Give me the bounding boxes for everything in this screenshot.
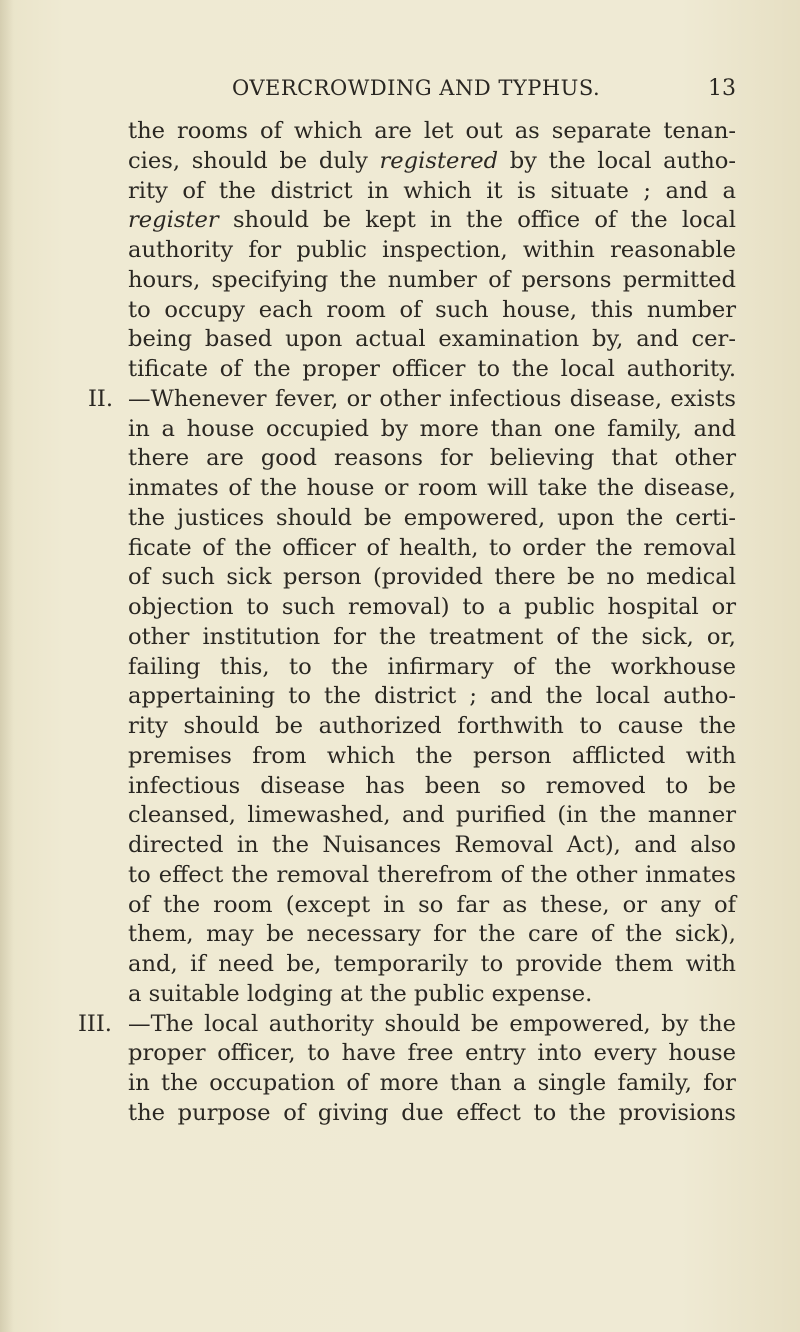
text-line: infectious disease has been so removed to be (128, 772, 736, 799)
text-fragment: cies, should be duly (128, 147, 380, 174)
text-line: rity should be authorized forthwith to cause the (128, 713, 736, 739)
text-line: inmates of the house or room will take the disease, (128, 475, 736, 501)
text-line: directed in the Nuisances Removal Act), and also (128, 832, 736, 858)
text-fragment: should be kept in the office of the local (232, 207, 736, 234)
text-line: the justices should be empowered, upon the certi- (128, 504, 736, 531)
text-line: the purpose of giving due effect to the provisions (128, 1099, 736, 1126)
text-line (88, 385, 736, 415)
italic-term: registered (379, 147, 499, 174)
text-line (128, 147, 736, 177)
text-line: and, if need be, temporarily to provide them with (128, 951, 736, 977)
text-line: failing this, to the infirmary of the workhouse (128, 653, 736, 680)
text-line: proper officer, to have free entry into every house (128, 1040, 736, 1067)
text-line (78, 1010, 736, 1040)
body-text (78, 117, 736, 1129)
text-line: cleansed, limewashed, and purified (in the manner (128, 802, 736, 829)
section-number: II. (88, 385, 114, 412)
text-line: a suitable lodging at the public expense. (128, 980, 593, 1007)
text-line: tificate of the proper officer to the local authority. (128, 356, 736, 382)
text-line: ficate of the officer of health, to order the removal (128, 534, 736, 561)
italic-term: register (128, 207, 219, 234)
text-line: of the room (except in so far as these, or any of (128, 891, 736, 918)
text-line: them, may be necessary for the care of the sick), (128, 921, 736, 948)
text-line: of such sick person (provided there be no medical (128, 564, 736, 591)
text-line: rity of the district in which it is situate ; and a (128, 177, 736, 204)
text-line: the rooms of which are let out as separate tenan- (128, 118, 736, 144)
text-line: being based upon actual examination by, and cer- (128, 326, 736, 353)
text-line: hours, specifying the number of persons permitted (128, 266, 736, 293)
text-line: other institution for the treatment of the sick, or, (128, 623, 736, 650)
text-line: objection to such removal) to a public hospital or (128, 594, 736, 620)
text-line: there are good reasons for believing that other (128, 445, 736, 472)
running-header: OVERCROWDING AND TYPHUS. (232, 76, 601, 100)
text-fragment: —The local authority should be empowered, by the (128, 1010, 736, 1037)
text-fragment: —Whenever fever, or other infectious disease, exists (128, 385, 736, 412)
text-line: appertaining to the district ; and the local autho- (128, 683, 736, 710)
text-line: to effect the removal therefrom of the other inmates (128, 861, 736, 888)
text-line: in a house occupied by more than one family, and (128, 415, 736, 442)
text-line: in the occupation of more than a single family, for (128, 1070, 736, 1096)
spine-shadow (0, 0, 14, 1332)
section-number: III. (78, 1010, 112, 1037)
page-number: 13 (708, 76, 736, 101)
text-line: to occupy each room of such house, this number (128, 296, 736, 323)
text-fragment: by the local autho- (498, 147, 736, 174)
text-line (128, 206, 736, 236)
text-line: authority for public inspection, within reasonable (128, 237, 736, 263)
text-line: premises from which the person afflicted with (128, 742, 736, 769)
